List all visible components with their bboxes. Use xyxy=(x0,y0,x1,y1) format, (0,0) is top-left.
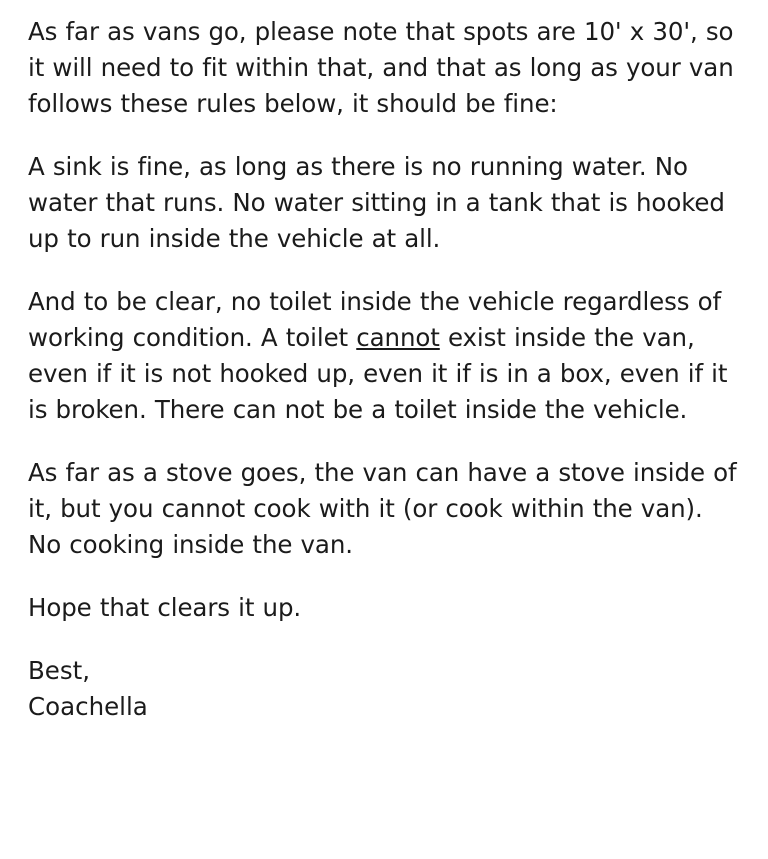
paragraph-text-before: And to be clear, no toilet inside the vehicle regardless of working condition. A toilet xyxy=(28,287,722,352)
signature-block xyxy=(28,653,738,725)
paragraph-text: As far as vans go, please note that spots are 10' x 30', so it will need to fit within that, and that as long as your van follows these rules below, it should be fine: xyxy=(28,17,734,118)
signature-sender: Coachella xyxy=(28,692,148,721)
paragraph-stove-rule xyxy=(28,455,738,563)
paragraph-toilet-rule xyxy=(28,284,738,428)
paragraph-text: As far as a stove goes, the van can have a stove inside of it, but you cannot cook with it (or cook within the van). No cooking inside the van. xyxy=(28,458,737,559)
paragraph-closing xyxy=(28,590,738,626)
paragraph-text: Hope that clears it up. xyxy=(28,593,302,622)
paragraph-text-after: exist inside the van, even if it is not hooked up, even it if is in a box, even if it is broken. There can not be a toilet inside the vehicle. xyxy=(28,323,728,424)
paragraph-vans-spots xyxy=(28,14,738,122)
paragraph-sink-water xyxy=(28,149,738,257)
paragraph-text: A sink is fine, as long as there is no running water. No water that runs. No water sitting in a tank that is hooked up to run inside the vehicle at all. xyxy=(28,152,725,253)
emphasis-cannot: cannot xyxy=(356,323,440,352)
signature-valediction: Best, xyxy=(28,656,91,685)
